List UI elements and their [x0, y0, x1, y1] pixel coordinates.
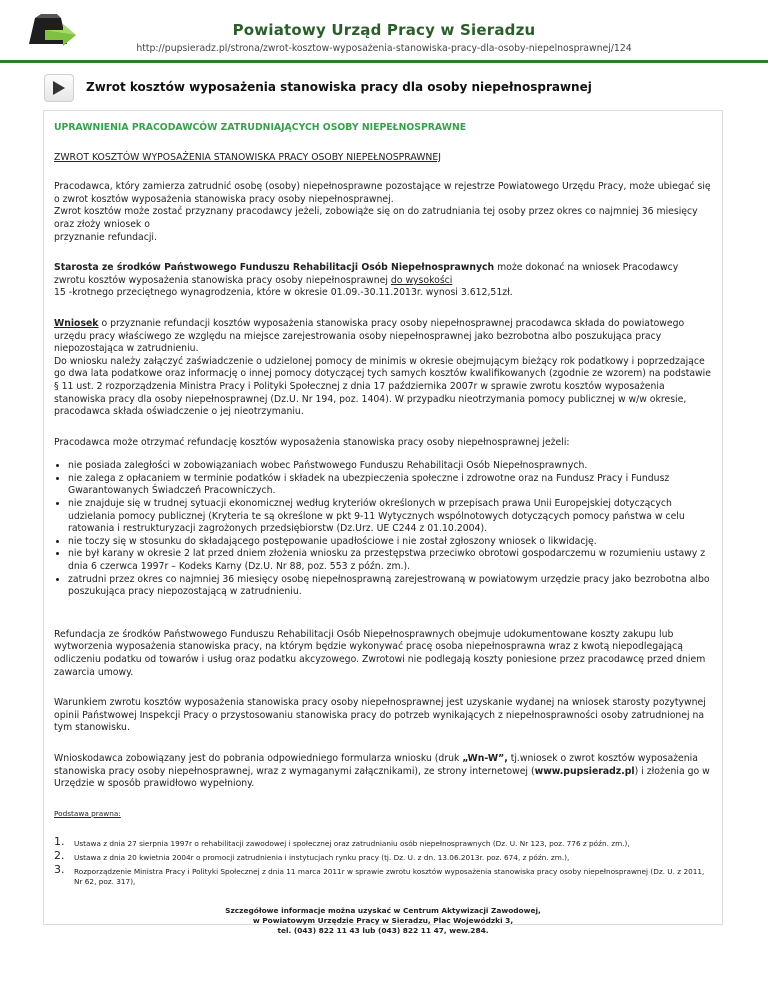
- paragraph-wniosek: [54, 318, 712, 419]
- website-link[interactable]: www.pupsieradz.pl: [534, 765, 635, 777]
- wniosek-bold: Wniosek: [54, 317, 99, 329]
- list-item: • nie był karany w okresie 2 lat przed dniem złożenia wniosku za przestępstwa przeciwko obrotowi gospodarczemu w rozumieniu ustawy z dnia 6 czerwca 1997r – Kodeks Karny (Dz.U. Nr 88, poz. 553 z późn. zm.).: [68, 548, 712, 573]
- subheading: ZWROT KOSZTÓW WYPOSAŻENIA STANOWISKA PRACY OSOBY NIEPEŁNOSPRAWNEJ: [54, 151, 441, 163]
- contact-line-2: w Powiatowym Urzędzie Pracy w Sieradzu, Plac Wojewódzki 3,: [252, 915, 514, 925]
- law-text: Rozporządzenie Ministra Pracy i Polityki Społecznej z dnia 11 marca 2011r w sprawie zwrotu kosztów wyposażenia stanowiska pracy osoby niepełnosprawnej (Dz. U. z 2011, Nr 62, poz. 317),: [74, 866, 705, 886]
- starosta-text: może dokonać na wniosek Pracodawcy zwrotu kosztów wyposażenia stanowiska pracy osoby niepełnosprawnej: [54, 262, 679, 286]
- site-title[interactable]: Powiatowy Urząd Pracy w Sieradzu: [232, 21, 536, 39]
- conditions-list: [54, 460, 712, 599]
- law-text: Ustawa z dnia 27 sierpnia 1997r o rehabilitacji zawodowej i społecznej oraz zatrudnianiu osób niepełnosprawnych (Dz. U. Nr 123, poz. 776 z późn. zm.),: [74, 838, 630, 848]
- arrow-right-icon[interactable]: [44, 74, 74, 102]
- form-name: „Wn-W”,: [462, 752, 508, 764]
- list-item: • zatrudni przez okres co najmniej 36 miesięcy osobę niepełnosprawną zarejestrowaną w powiatowym urzędzie pracy jako bezrobotna albo poszukująca pracy niepozostającą w zatrudnieniu.: [68, 574, 712, 599]
- legal-basis-label: Podstawa prawna:: [54, 808, 121, 818]
- starosta-underlined: do wysokości: [390, 274, 453, 286]
- page-title-row: [44, 74, 724, 104]
- list-item: • nie zalega z opłacaniem w terminie podatków i składek na ubezpieczenia społeczne i zdrowotne oraz na Fundusz Pracy i Fundusz Gwarantowanych Świadczeń Pracowniczych.: [68, 473, 712, 498]
- contact-line-1: Szczegółowe informacje można uzyskać w Centrum Aktywizacji Zawodowej,: [225, 905, 541, 915]
- starosta-line-2: 15 -krotnego przeciętnego wynagrodzenia, które w okresie 01.09.-30.11.2013r. wynosi 3.612,51zł.: [54, 287, 513, 299]
- paragraph-intro: [54, 181, 712, 244]
- paragraph-application: [54, 753, 712, 791]
- wniosek-text: o przyznanie refundacji kosztów wyposażenia stanowiska pracy osoby niepełnosprawnej pracodawca składa do powiatowego urzędu pracy właściwego ze względu na miejsce zarejestrowania osoby niepełnosprawnej jako bezrobotna albo poszukująca pracy niepozostająca w zatrudnieniu.: [54, 317, 685, 355]
- site-header: [0, 0, 768, 63]
- contact-info: [54, 906, 712, 936]
- law-text: Ustawa z dnia 20 kwietnia 2004r o promocji zatrudnienia i instytucjach rynku pracy (tj. Dz. U. z dn. 13.06.2013r. poz. 674, z późn. zm.),: [74, 852, 570, 862]
- list-item: [54, 834, 712, 849]
- legal-basis-list: [54, 834, 712, 887]
- list-number: 1.: [54, 834, 65, 848]
- contact-line-3: tel. (043) 822 11 43 lub (043) 822 11 47, wew.284.: [277, 925, 489, 935]
- list-item: • nie znajduje się w trudnej sytuacji ekonomicznej według kryteriów określonych w przepisach prawa Unii Europejskiej dotyczących udzielania pomocy publicznej (Kryteria te są określone w pkt 9-11 Wytycznych wspólnotowych dotyczących pomocy państwa w celu ratowania i restrukturyzacji zagrożonych przedsiębiorstw (Dz.Urz. UE C244 z 01.10.2004).: [68, 498, 712, 536]
- intro-line-1: Pracodawca, który zamierza zatrudnić osobę (osoby) niepełnosprawne pozostające w rejestrze Powiatowego Urzędu Pracy, może ubiegać się o zwrot kosztów wyposażenia stanowiska pracy osoby niepełnosprawnej.: [54, 181, 711, 205]
- application-text-2: tj.wniosek o zwrot kosztów wyposażenia stanowiska pracy osoby niepełnosprawnej, wraz z wymaganymi załącznikami), ze strony internetowej (: [54, 752, 698, 777]
- list-item: [54, 862, 712, 887]
- article-content: [43, 110, 723, 935]
- application-text-1: Wnioskodawca zobowiązany jest do pobrania odpowiedniego formularza wniosku (druk: [54, 752, 463, 764]
- section-heading: UPRAWNIENIA PRACODAWCÓW ZATRUDNIAJĄCYCH OSOBY NIEPEŁNOSPRAWNE: [54, 122, 467, 133]
- intro-line-2: Zwrot kosztów może zostać przyznany pracodawcy jeżeli, zobowiąże się on do zatrudniania tej osoby przez okres co najmniej 36 miesięcy oraz złoży wniosek o: [54, 206, 698, 230]
- list-number: 3.: [54, 862, 65, 876]
- paragraph-condition-pip: Warunkiem zwrotu kosztów wyposażenia stanowiska pracy osoby niepełnosprawnej jest uzyskanie wydanej na wniosek starosty pozytywnej opinii Państwowej Inspekcji Pracy o przystosowaniu stanowiska pracy do potrzeb wynikających z niepełnosprawności osoby zatrudnionej na tym stanowisku.: [54, 697, 706, 734]
- paragraph-starosta: [54, 262, 712, 300]
- paragraph-refund-scope: Refundacja ze środków Państwowego Funduszu Rehabilitacji Osób Niepełnosprawnych obejmuje udokumentowane koszty zakupu lub wytworzenia wyposażenia stanowiska pracy, na którym będzie wykonywać pracę osoba niepełnosprawna wraz z kwotą niepodlegającą odliczeniu podatku od towarów i usług oraz podatku akcyzowego. Zwrotowi nie podlegają koszty poniesione przez pracodawcę przed dniem zawarcia umowy.: [54, 628, 706, 678]
- page-title: Zwrot kosztów wyposażenia stanowiska pracy dla osoby niepełnosprawnej: [86, 80, 592, 94]
- list-item: [54, 848, 712, 863]
- paragraph-conditions-intro: Pracodawca może otrzymać refundację kosztów wyposażenia stanowiska pracy osoby niepełnosprawnej jeżeli:: [54, 436, 570, 448]
- list-item: • nie posiada zaległości w zobowiązaniach wobec Państwowego Funduszu Rehabilitacji Osób Niepełnosprawnych.: [68, 460, 712, 473]
- application-text-3: ) i złożenia go w Urzędzie w sposób prawidłowo wypełniony.: [54, 765, 710, 790]
- list-item: • nie toczy się w stosunku do składającego postępowanie upadłościowe i nie został zgłoszony wniosek o likwidację.: [68, 536, 712, 549]
- starosta-bold: Starosta ze środków Państwowego Funduszu Rehabilitacji Osób Niepełnosprawnych: [54, 262, 495, 274]
- page-url: http://pupsieradz.pl/strona/zwrot-kosztow-wyposażenia-stanowiska-pracy-dla-osoby-niepelnosprawnej/124: [136, 43, 632, 54]
- list-number: 2.: [54, 848, 65, 862]
- intro-line-3: przyznanie refundacji.: [54, 231, 157, 243]
- wniosek-line-2: Do wniosku należy załączyć zaświadczenie o udzielonej pomocy de minimis w okresie obejmującym bieżący rok podatkowy i poprzedzające go dwa lata podatkowe oraz informację o innej pomocy dotyczącej tych samych kosztów kwalifikowanych (zgodnie ze wzorem) na podstawie § 11 ust. 2 rozporządzenia Ministra Pracy i Polityki Społecznej z dnia 17 października 2007r w sprawie zwrotu kosztów wyposażenia stanowiska pracy dla osoby niepełnosprawnej (Dz.U. Nr 194, poz. 1404). W przypadku nieotrzymania pomocy publicznej w w/w okresie, pracodawca składa oświadczenie o jej nieotrzymaniu.: [54, 355, 711, 418]
